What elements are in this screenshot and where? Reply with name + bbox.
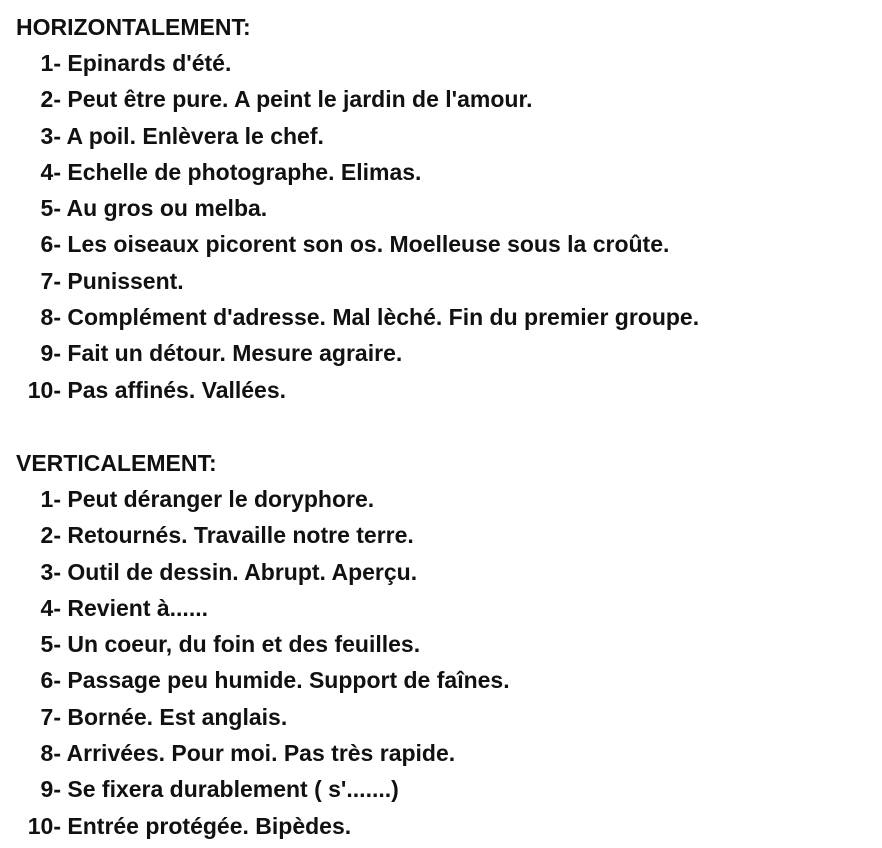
vertical-clue-3: [16, 554, 876, 590]
clue-text: Un coeur, du foin et des feuilles.: [67, 631, 421, 658]
horizontal-clue-10: [16, 372, 876, 408]
horizontal-clue-7: [16, 263, 876, 299]
clue-text: Epinards d'été.: [67, 50, 232, 76]
clue-number: 1-: [40, 485, 61, 512]
vertical-clue-4: [16, 590, 876, 626]
horizontal-clue-2: [16, 81, 876, 117]
clue-number: 5-: [40, 631, 61, 658]
vertical-clue-9: [16, 771, 876, 807]
clue-text: Se fixera durablement ( s'.......): [67, 776, 399, 803]
clue-text: Fait un détour. Mesure agraire.: [67, 340, 403, 367]
vertical-clue-7: [16, 699, 876, 735]
horizontal-clue-9: [16, 335, 876, 371]
clue-number: 9-: [40, 340, 61, 367]
clue-number: 4-: [40, 594, 61, 621]
clue-text: Echelle de photographe. Elimas.: [67, 158, 422, 185]
clue-number: 2-: [40, 86, 61, 113]
clue-number: 6-: [40, 667, 61, 694]
clue-text: Peut déranger le doryphore.: [67, 485, 375, 512]
horizontal-clue-4: [16, 154, 876, 190]
clue-number: 4-: [40, 158, 61, 185]
horizontal-clue-3: [16, 118, 876, 154]
horizontal-heading: HORIZONTALEMENT:: [16, 14, 251, 40]
clue-text: Au gros ou melba.: [66, 195, 268, 222]
clue-number: 3-: [40, 558, 61, 585]
clue-text: A poil. Enlèvera le chef.: [66, 122, 324, 149]
clue-number: 10-: [27, 812, 61, 839]
clue-text: Arrivées. Pour moi. Pas très rapide.: [66, 740, 456, 767]
clue-text: Retournés. Travaille notre terre.: [67, 522, 414, 549]
clue-text: Bornée. Est anglais.: [67, 703, 288, 730]
clue-number: 1-: [40, 50, 61, 76]
clue-number: 8-: [40, 740, 61, 767]
clue-number: 9-: [40, 776, 61, 803]
clue-text: Complément d'adresse. Mal lèché. Fin du premier groupe.: [67, 304, 700, 331]
vertical-heading: VERTICALEMENT:: [16, 449, 217, 476]
clue-text: Passage peu humide. Support de faînes.: [67, 667, 510, 694]
section-gap: [16, 408, 876, 445]
horizontal-clue-1: [16, 45, 876, 81]
clue-number: 5-: [40, 195, 61, 222]
horizontal-clue-5: [16, 190, 876, 226]
clue-number: 7-: [40, 267, 61, 294]
clue-number: 8-: [40, 304, 61, 331]
clue-number: 7-: [40, 703, 61, 730]
clue-text: Outil de dessin. Abrupt. Aperçu.: [67, 558, 418, 585]
vertical-clue-1: [16, 481, 876, 517]
clue-number: 3-: [40, 122, 61, 149]
clue-text: Les oiseaux picorent son os. Moelleuse sous la croûte.: [67, 231, 670, 258]
clue-number: 10-: [27, 376, 61, 403]
clue-number: 6-: [40, 231, 61, 258]
vertical-clue-8: [16, 735, 876, 771]
horizontal-clue-6: [16, 226, 876, 262]
crossword-clues-document: [16, 9, 876, 844]
clue-number: 2-: [40, 522, 61, 549]
clue-text: Punissent.: [67, 267, 184, 294]
vertical-clue-6: [16, 662, 876, 698]
clue-text: Revient à......: [67, 594, 208, 621]
vertical-clue-5: [16, 626, 876, 662]
clue-text: Pas affinés. Vallées.: [67, 376, 287, 403]
vertical-clue-10: [16, 808, 876, 844]
vertical-clue-2: [16, 517, 876, 553]
clue-text: Entrée protégée. Bipèdes.: [67, 812, 352, 839]
horizontal-clue-8: [16, 299, 876, 335]
clue-text: Peut être pure. A peint le jardin de l'amour.: [67, 86, 533, 113]
